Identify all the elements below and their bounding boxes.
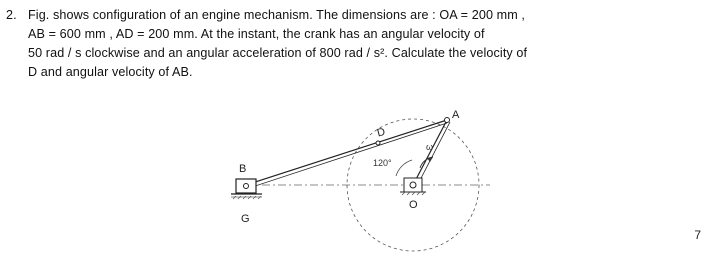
crank-bearing xyxy=(400,178,426,195)
question-number: 2. xyxy=(6,8,17,22)
joint-d xyxy=(376,141,380,145)
question-line: D and angular velocity of AB. xyxy=(28,65,193,79)
question-line: Fig. shows configuration of an engine mechanism. The dimensions are : OA = 200 mm , xyxy=(28,8,526,22)
label-d: D xyxy=(375,125,387,140)
page-number: 7 xyxy=(694,228,701,242)
angle-arc xyxy=(396,160,412,176)
joint-a xyxy=(445,118,450,123)
label-a: A xyxy=(452,109,460,121)
slider-block xyxy=(231,179,262,199)
connecting-rod-ab xyxy=(246,120,447,185)
label-o: O xyxy=(409,199,418,211)
question-line: 50 rad / s clockwise and an angular acceleration of 800 rad / s². Calculate the velocity of xyxy=(28,46,528,60)
label-g: G xyxy=(241,213,250,225)
label-b: B xyxy=(239,163,247,175)
question-line: AB = 600 mm , AD = 200 mm. At the instant, the crank has an angular velocity of xyxy=(28,27,485,41)
label-angle: 120° xyxy=(373,158,392,168)
label-omega: ω xyxy=(426,142,434,152)
